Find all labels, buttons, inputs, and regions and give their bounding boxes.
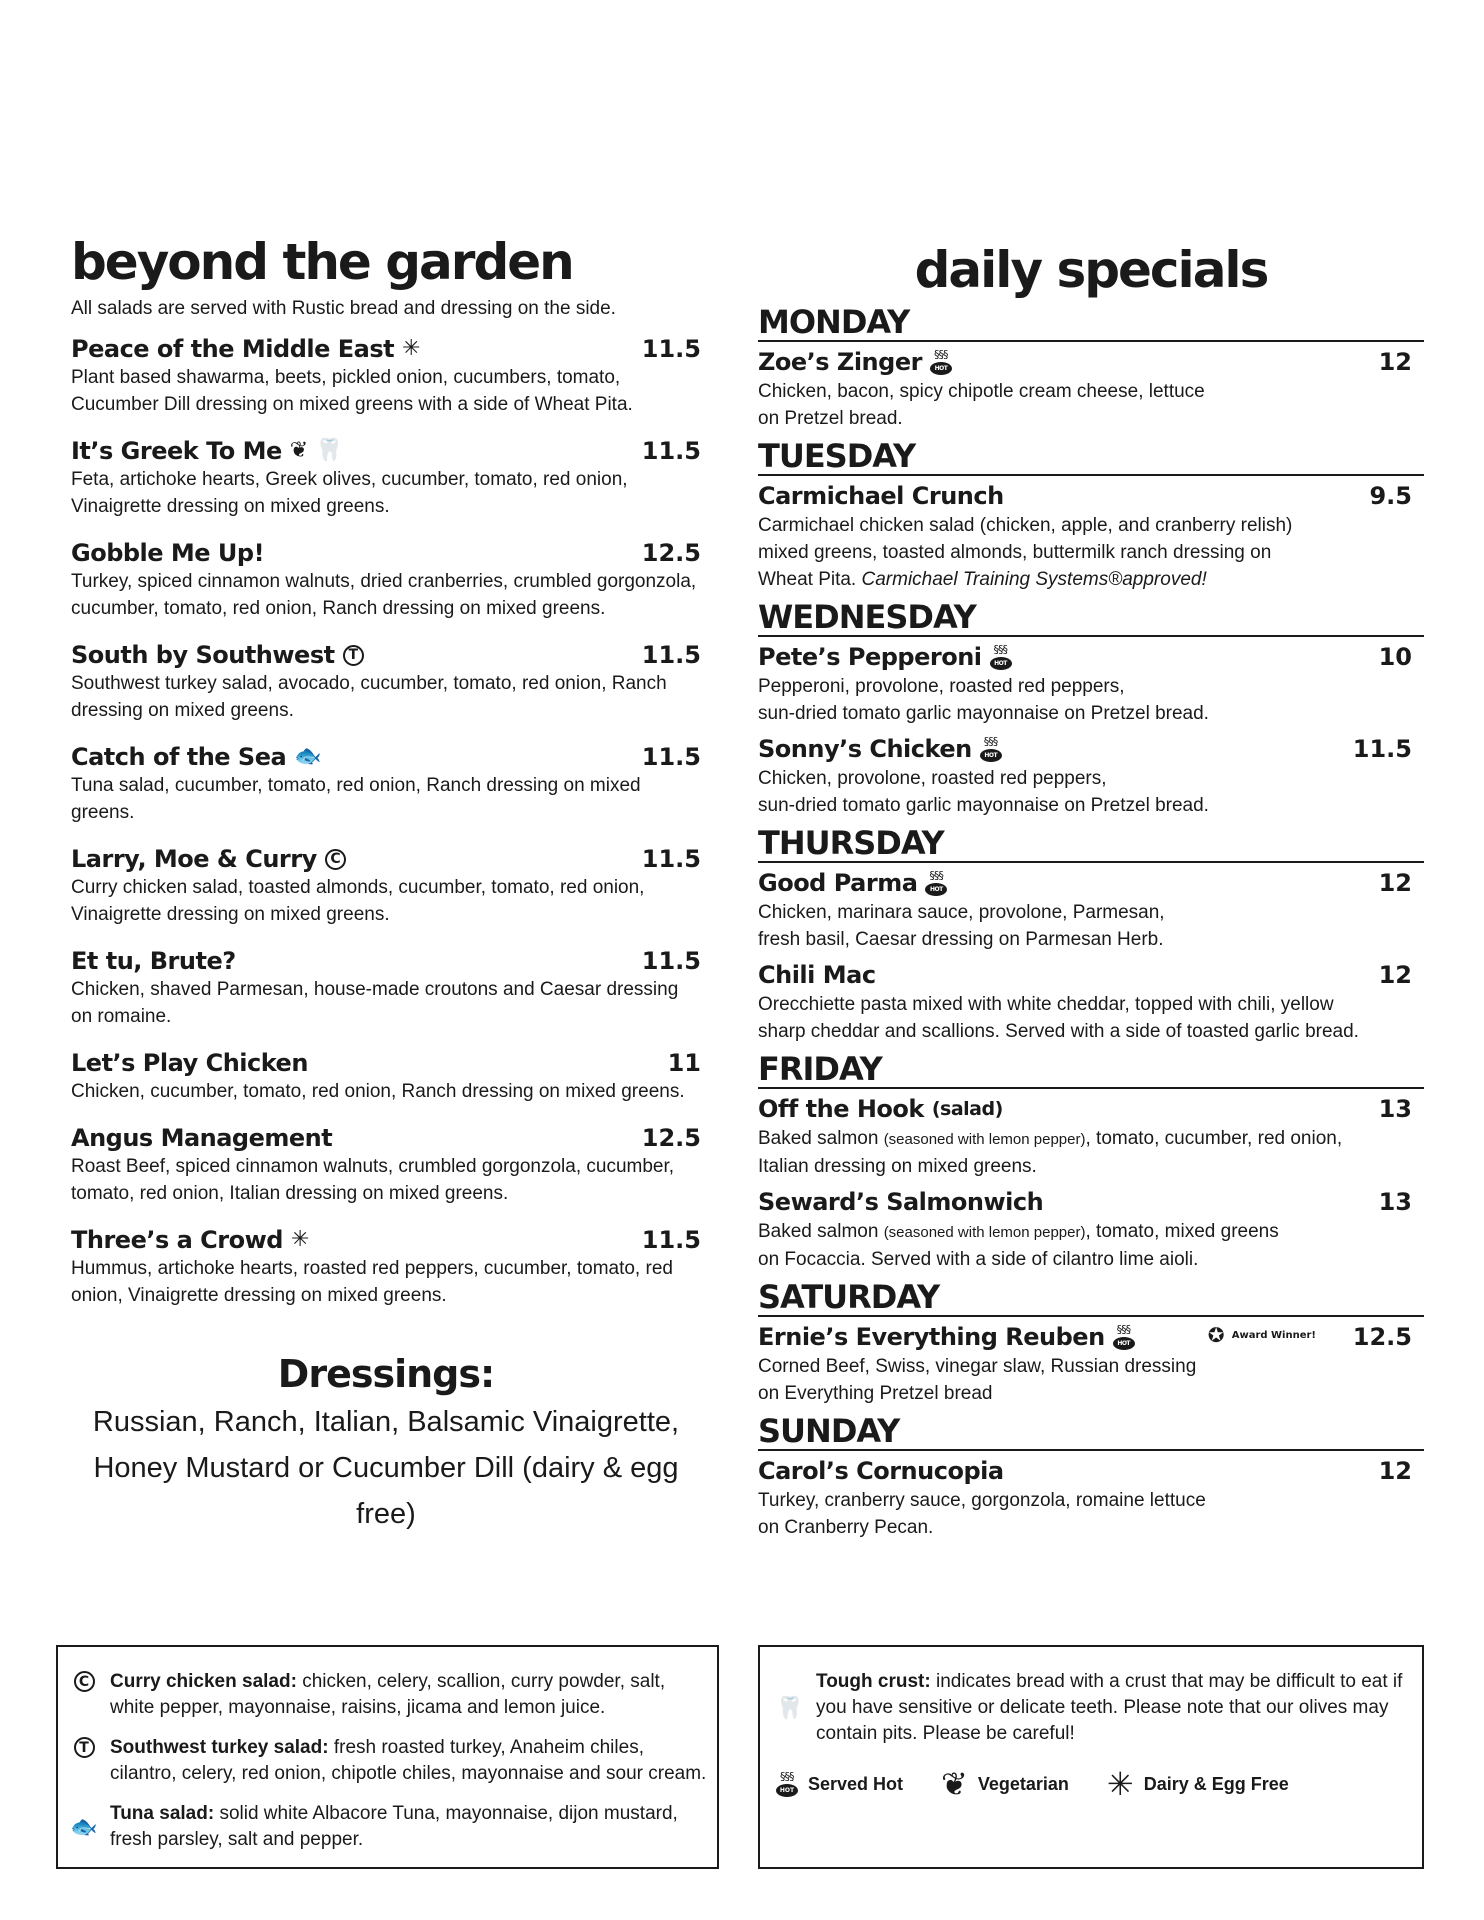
special-name: Sonny’s Chicken [758, 735, 972, 763]
salad-footnotes-box [56, 1645, 719, 1869]
footnote-text: fresh roasted turkey, Anaheim chiles, cilantro, celery, red onion, chipotle chiles, mayonnaise and sour cream. [110, 1737, 707, 1784]
salad-price: 12.5 [641, 1124, 701, 1152]
salad-price: 11.5 [641, 947, 701, 975]
special-price: 13 [1378, 1095, 1412, 1123]
hot-icon: §§§ HOT [990, 644, 1012, 670]
desc-seasoning: (seasoned with lemon pepper) [883, 1224, 1086, 1241]
salad-description: Chicken, cucumber, tomato, red onion, Ranch dressing on mixed greens. [71, 1081, 685, 1102]
footnote-label: Southwest turkey salad: [110, 1737, 329, 1758]
salad-item [71, 538, 701, 622]
tough-crust-text: indicates bread with a crust that may be difficult to eat if you have sensitive or delicate teeth. Please note that our olives may contain pits. Please be careful! [816, 1671, 1403, 1744]
desc-text: Chicken, provolone, roasted red peppers, sun-dried tomato garlic mayonnaise on Pretzel bread. [758, 768, 1209, 816]
salad-list [71, 334, 701, 1309]
salad-description: Southwest turkey salad, avocado, cucumber, tomato, red onion, Ranch dressing on mixed greens. [71, 673, 667, 721]
legend-hot [776, 1771, 903, 1797]
desc-part: Baked salmon [758, 1128, 884, 1149]
special-price: 12 [1378, 1457, 1412, 1485]
desc-italic: Carmichael Training Systems®approved! [861, 569, 1207, 590]
salad-name: South by Southwest [71, 641, 335, 669]
salad-name: Peace of the Middle East [71, 335, 395, 363]
special-description [758, 765, 1412, 819]
salad-item [71, 1048, 701, 1105]
special-price: 12 [1378, 348, 1412, 376]
award-label: Award Winner! [1231, 1329, 1316, 1341]
salad-item [71, 436, 701, 520]
special-description [758, 512, 1412, 593]
special-price: 12 [1378, 869, 1412, 897]
special-name: Zoe’s Zinger [758, 348, 922, 376]
desc-text: Carmichael chicken salad (chicken, apple, and cranberry relish) mixed greens, toasted almonds, buttermilk ranch dressing on Wheat Pita. [758, 515, 1293, 590]
day-heading: TUESDAY [758, 438, 1424, 476]
dressings-line-2: Honey Mustard or Cucumber Dill (dairy & egg free) [93, 1452, 679, 1530]
tooth-icon: 🦷 [315, 438, 343, 463]
special-description [758, 991, 1412, 1045]
special-price: 13 [1378, 1188, 1412, 1216]
special-price: 11.5 [1352, 735, 1412, 763]
day-items [758, 1451, 1424, 1541]
day-heading: WEDNESDAY [758, 599, 1424, 637]
special-item [758, 480, 1412, 593]
salads-title: beyond the garden [71, 233, 573, 291]
salad-item [71, 844, 701, 928]
special-name: Off the Hook [758, 1095, 924, 1123]
tough-crust-note [776, 1669, 1412, 1747]
dressings-title: Dressings: [277, 1352, 495, 1396]
salad-description: Plant based shawarma, beets, pickled onion, cucumbers, tomato, Cucumber Dill dressing on mixed greens with a side of Wheat Pita. [71, 367, 633, 415]
special-price: 12 [1378, 961, 1412, 989]
special-name: Ernie’s Everything Reuben [758, 1323, 1105, 1351]
leaf-icon: ❦ [289, 438, 308, 463]
special-description [758, 378, 1412, 432]
footnote-text: solid white Albacore Tuna, mayonnaise, dijon mustard, fresh parsley, salt and pepper. [110, 1803, 678, 1850]
special-name: Pete’s Pepperoni [758, 643, 982, 671]
special-price: 10 [1378, 643, 1412, 671]
legend-box [758, 1645, 1424, 1869]
footnote-item [70, 1735, 707, 1787]
desc-text: Pepperoni, provolone, roasted red peppers, sun-dried tomato garlic mayonnaise on Pretzel bread. [758, 676, 1209, 724]
special-item [758, 1186, 1412, 1273]
special-item [758, 867, 1412, 953]
desc-seasoning: (seasoned with lemon pepper) [883, 1131, 1086, 1148]
salad-item [71, 742, 701, 826]
footnote-text: chicken, celery, scallion, curry powder, salt, white pepper, mayonnaise, raisins, jicama and lemon juice. [110, 1671, 666, 1718]
special-item [758, 641, 1412, 727]
legend-veg-label: Vegetarian [977, 1773, 1069, 1794]
hot-icon: §§§ HOT [925, 870, 947, 896]
special-name: Good Parma [758, 869, 918, 897]
special-description [758, 1353, 1412, 1407]
special-description [758, 1125, 1412, 1180]
special-item [758, 959, 1412, 1045]
desc-part: , tomato, cucumber, red onion, Italian dressing on mixed greens. [758, 1128, 1343, 1177]
salad-price: 12.5 [641, 539, 701, 567]
salad-item [71, 334, 701, 418]
special-description [758, 1487, 1412, 1541]
special-item [758, 1455, 1412, 1541]
salad-name: Et tu, Brute? [71, 947, 236, 975]
day-items [758, 1317, 1424, 1407]
legend-veg [941, 1765, 1069, 1803]
award-badge [1208, 1323, 1316, 1347]
hot-icon: §§§ HOT [980, 736, 1002, 762]
specials-title: daily specials [914, 241, 1268, 299]
sparkle-icon: ✳ [290, 1227, 309, 1252]
hot-icon: §§§ HOT [776, 1771, 798, 1797]
turkey-salad-icon: T [74, 1737, 95, 1758]
salad-description: Hummus, artichoke hearts, roasted red peppers, cucumber, tomato, red onion, Vinaigrette dressing on mixed greens. [71, 1258, 673, 1306]
salads-intro: All salads are served with Rustic bread and dressing on the side. [71, 298, 616, 319]
special-description [758, 1218, 1412, 1273]
legend-hot-label: Served Hot [808, 1773, 904, 1794]
salad-price: 11.5 [641, 437, 701, 465]
footnote-label: Curry chicken salad: [110, 1671, 297, 1692]
desc-part: Baked salmon [758, 1221, 884, 1242]
desc-text: Chicken, marinara sauce, provolone, Parmesan, fresh basil, Caesar dressing on Parmesan Herb. [758, 902, 1165, 950]
salad-item [71, 946, 701, 1030]
curry-salad-icon: C [325, 849, 346, 870]
desc-text: Corned Beef, Swiss, vinegar slaw, Russian dressing on Everything Pretzel bread [758, 1356, 1197, 1404]
salad-description: Chicken, shaved Parmesan, house-made croutons and Caesar dressing on romaine. [71, 979, 679, 1027]
salad-description: Tuna salad, cucumber, tomato, red onion, Ranch dressing on mixed greens. [71, 775, 641, 823]
salad-description: Feta, artichoke hearts, Greek olives, cucumber, tomato, red onion, Vinaigrette dressing on mixed greens. [71, 469, 628, 517]
day-heading: FRIDAY [758, 1051, 1424, 1089]
salad-name: Angus Management [71, 1124, 333, 1152]
salad-description: Roast Beef, spiced cinnamon walnuts, crumbled gorgonzola, cucumber, tomato, red onion, Italian dressing on mixed greens. [71, 1156, 675, 1204]
legend-dairy [1107, 1765, 1289, 1803]
salads-column [71, 232, 701, 1537]
special-name: Seward’s Salmonwich [758, 1188, 1044, 1216]
salad-price: 11.5 [641, 1226, 701, 1254]
salad-price: 11.5 [641, 845, 701, 873]
tooth-icon: 🦷 [776, 1696, 804, 1721]
desc-part: , tomato, mixed greens on Focaccia. Served with a side of cilantro lime aioli. [758, 1221, 1279, 1270]
salad-price: 11.5 [641, 641, 701, 669]
sparkle-icon: ✳ [1106, 1765, 1134, 1803]
desc-text: Turkey, cranberry sauce, gorgonzola, romaine lettuce on Cranberry Pecan. [758, 1490, 1206, 1538]
hot-icon: §§§ HOT [1113, 1324, 1135, 1350]
special-description [758, 899, 1412, 953]
day-list [758, 304, 1424, 1541]
legend-dairy-label: Dairy & Egg Free [1143, 1773, 1289, 1794]
dressings-line-1: Russian, Ranch, Italian, Balsamic Vinaigrette, [92, 1406, 680, 1438]
tough-crust-label: Tough crust: [816, 1671, 931, 1692]
special-price: 9.5 [1369, 482, 1412, 510]
leaf-icon: ❦ [941, 1765, 968, 1803]
fish-icon: 🐟 [70, 1815, 98, 1840]
salad-description: Turkey, spiced cinnamon walnuts, dried cranberries, crumbled gorgonzola, cucumber, tomato, red onion, Ranch dressing on mixed greens. [71, 571, 697, 619]
salad-item [71, 1123, 701, 1207]
special-item [758, 1093, 1412, 1180]
day-heading: MONDAY [758, 304, 1424, 342]
salad-name: Gobble Me Up! [71, 539, 265, 567]
special-item [758, 346, 1412, 432]
footnote-item [70, 1669, 707, 1721]
special-name: Carmichael Crunch [758, 482, 1004, 510]
day-items [758, 476, 1424, 593]
desc-text: Chicken, bacon, spicy chipotle cream cheese, lettuce on Pretzel bread. [758, 381, 1205, 429]
special-subtitle: (salad) [931, 1098, 1003, 1120]
salad-name: Larry, Moe & Curry [71, 845, 317, 873]
day-heading: SATURDAY [758, 1279, 1424, 1317]
dressings-section [71, 1349, 701, 1537]
legend-row [776, 1765, 1412, 1803]
salad-price: 11.5 [641, 743, 701, 771]
specials-column [758, 240, 1424, 1547]
fish-icon: 🐟 [294, 744, 322, 769]
footnote-label: Tuna salad: [110, 1803, 215, 1824]
desc-text: Orecchiette pasta mixed with white cheddar, topped with chili, yellow sharp cheddar and scallions. Served with a side of toasted garlic bread. [758, 994, 1359, 1042]
special-name: Carol’s Cornucopia [758, 1457, 1004, 1485]
salad-item [71, 640, 701, 724]
salad-name: It’s Greek To Me [71, 437, 282, 465]
footnote-item [70, 1801, 707, 1853]
special-item [758, 1321, 1412, 1407]
special-description [758, 673, 1412, 727]
salad-name: Let’s Play Chicken [71, 1049, 308, 1077]
salad-price: 11 [667, 1049, 701, 1077]
salad-item [71, 1225, 701, 1309]
hot-icon: §§§ HOT [930, 349, 952, 375]
salad-name: Three’s a Crowd [71, 1226, 283, 1254]
ribbon-icon: ✪ [1207, 1323, 1225, 1347]
curry-salad-icon: C [74, 1671, 95, 1692]
sparkle-icon: ✳ [402, 336, 421, 361]
day-items [758, 1089, 1424, 1273]
day-items [758, 637, 1424, 819]
salad-description: Curry chicken salad, toasted almonds, cucumber, tomato, red onion, Vinaigrette dressing on mixed greens. [71, 877, 645, 925]
special-item [758, 733, 1412, 819]
special-price: 12.5 [1352, 1323, 1412, 1351]
special-name: Chili Mac [758, 961, 876, 989]
salad-name: Catch of the Sea [71, 743, 287, 771]
day-items [758, 342, 1424, 432]
day-heading: SUNDAY [758, 1413, 1424, 1451]
turkey-salad-icon: T [343, 645, 364, 666]
day-heading: THURSDAY [758, 825, 1424, 863]
day-items [758, 863, 1424, 1045]
salad-price: 11.5 [641, 335, 701, 363]
